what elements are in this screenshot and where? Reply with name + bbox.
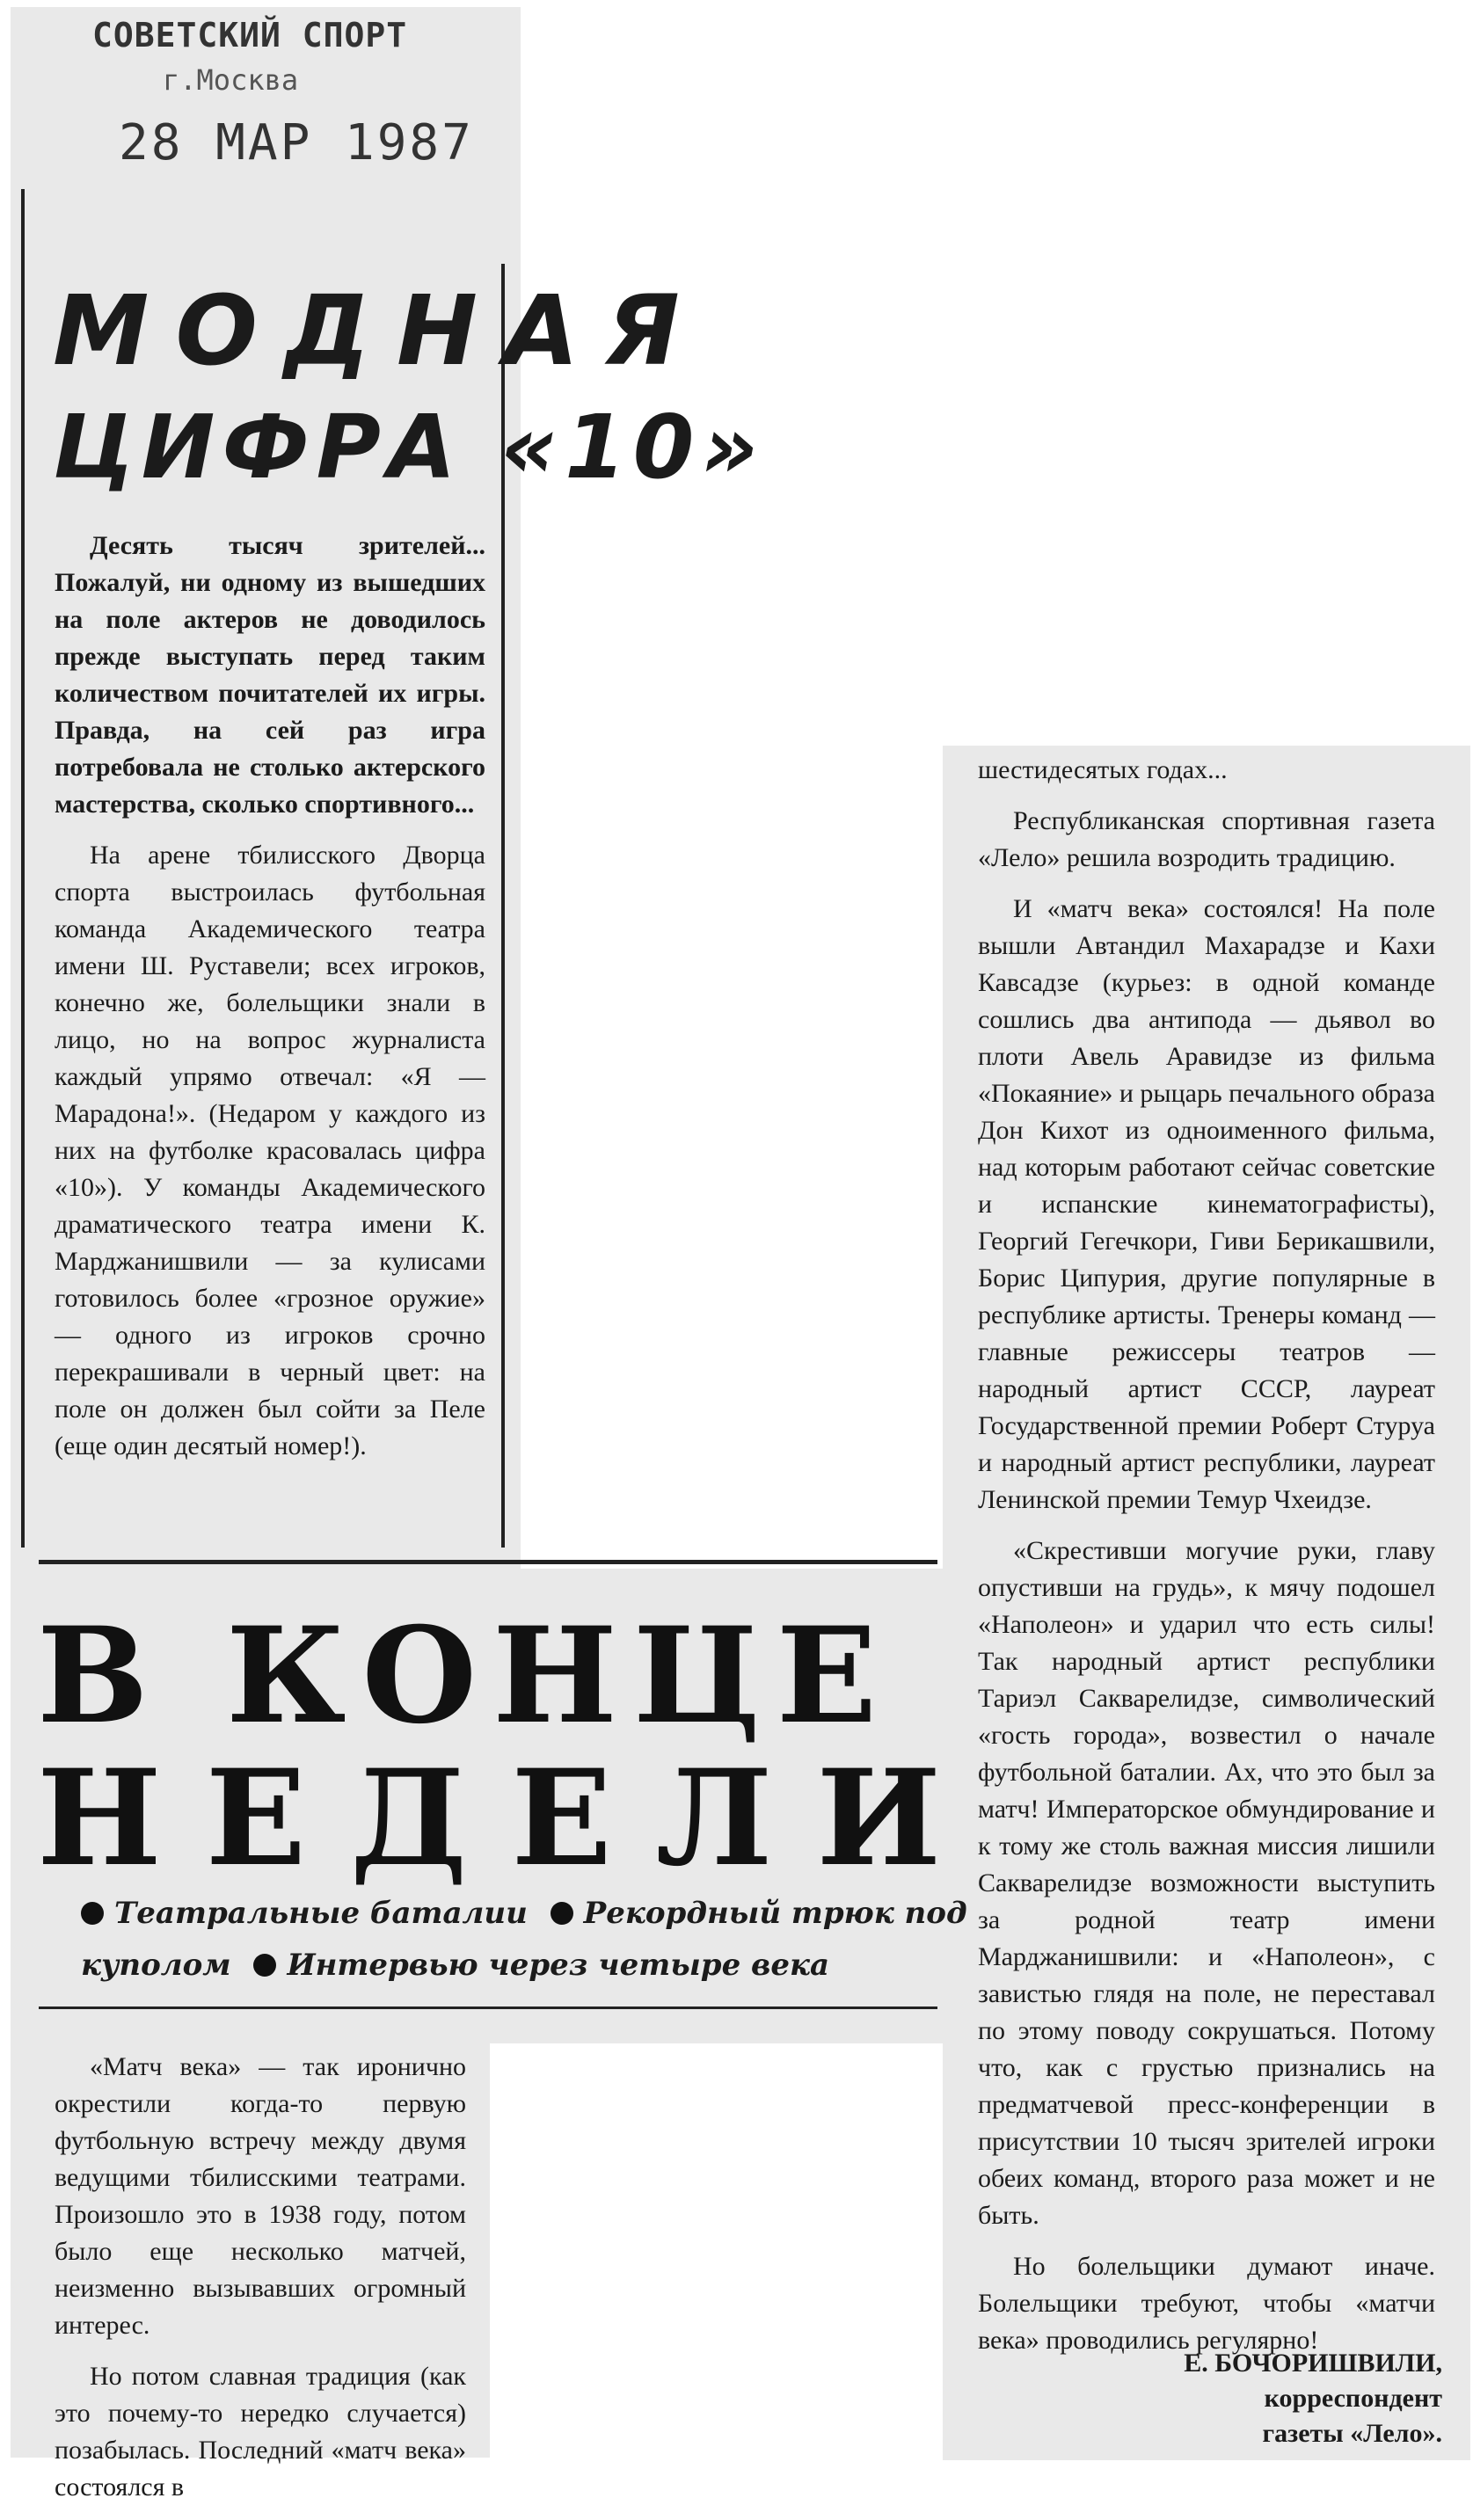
author-outlet: газеты «Лело».	[1262, 2419, 1442, 2448]
article-paragraph: И «матч века» состоялся! На поле вышли Автандил Махарадзе и Кахи Кавсадзе (курьез: в одной команде сошлись два антипода — дьявол во плоти Авель Аравидзе из фильма «Покаяние» и рыцарь печального образа Дон Кихот из одноименного фильма, над которым работают сейчас советские и испанские кинематографисты), Георгий Гегечкори, Гиви Берикашвили, Борис Ципурия, другие популярные в республике артисты. Тренеры команд — главные режиссеры театров — народный артист СССР, лауреат Государственной премии Роберт Стуруа и народный артист республики, лауреат Ленинской премии Темур Чхеидзе.	[978, 894, 1435, 1514]
author-signature	[1090, 2346, 1442, 2451]
article-paragraph: «Скрестивши могучие руки, главу опустивши на грудь», к мячу подошел «Наполеон» и ударил что есть силы! Так народный артист республики Тариэл Сакварелидзе, символический «гость города», возвестил о начале футбольной баталии. Ах, что это был за матч! Императорское обмундирование и к тому же столь важная миссия лишили Сакварелидзе возможности выступить за родной театр имени Марджанишвили: и «Наполеон», с завистью глядя на поле, не переставал по этому поводу сокрушаться. Потому что, как с грустью признались на предматчевой пресс-конференции в присутствии 10 тысяч зрителей игроки обеих команд, второго раза может и не быть.	[978, 1536, 1435, 2230]
article-headline-line-2: ЦИФРА «10»	[53, 396, 766, 499]
section-rule-top	[39, 1560, 937, 1564]
stamp-date: 28 МАР 1987	[119, 114, 474, 171]
section-title-line-2: НЕДЕЛИ	[37, 1741, 986, 1896]
article-headline-line-1: МОДНАЯ	[53, 274, 706, 387]
article-paragraph: шестидесятых годах...	[978, 755, 1228, 784]
article-lead: Десять тысяч зрителей... Пожалуй, ни одному из вышедших на поле актеров не доводилось прежде выступать перед таким количеством почитателей их игры. Правда, на сей раз игра потребовала не столько актерского мастерства, сколько спортивного...	[55, 531, 485, 819]
section-rule-bottom	[39, 2007, 937, 2009]
rubric-under-dome: куполом	[81, 1948, 231, 1983]
author-role: корреспондент	[1264, 2384, 1442, 2413]
rubric-line-2	[81, 1948, 829, 1983]
left-column-rule	[21, 189, 25, 1548]
article-paragraph: «Матч века» — так иронично окрестили когда-то первую футбольную встречу между двумя ведущими тбилисскими театрами. Произошло это в 1938 году, потом было еще несколько матчей, неизменно вызывавших огромный интерес.	[55, 2052, 466, 2340]
author-name: Е. БОЧОРИШВИЛИ,	[1184, 2349, 1442, 2378]
article-bottom-column	[55, 2049, 466, 2520]
bullet-icon	[253, 1954, 276, 1977]
rubric-interview: Интервью через четыре века	[287, 1948, 830, 1983]
section-title-line-1: В КОНЦЕ	[37, 1599, 893, 1753]
rubric-line-1	[81, 1896, 967, 1931]
article-paragraph: Но потом славная традиция (как это почему-то нередко случается) позабылась. Последний «матч века» состоялся в	[55, 2362, 466, 2502]
bullet-icon	[551, 1902, 573, 1925]
article-paragraph: Республиканская спортивная газета «Лело» решила возродить традицию.	[978, 806, 1435, 872]
article-left-column	[55, 528, 485, 1479]
article-paragraph: Но болельщики думают иначе. Болельщики требуют, чтобы «матчи века» проводились регулярно!	[978, 2252, 1435, 2355]
rubric-theatre-battles: Театральные баталии	[114, 1896, 528, 1931]
bullet-icon	[81, 1902, 104, 1925]
rubric-record-trick: Рекордный трюк под	[583, 1896, 967, 1931]
stamp-publication: СОВЕТСКИЙ СПОРТ	[92, 16, 408, 55]
stamp-city: г.Москва	[163, 63, 299, 97]
article-right-column	[978, 752, 1435, 2373]
article-body: На арене тбилисского Дворца спорта выстроилась футбольная команда Академического театра имени Ш. Руставели; всех игроков, конечно же, болельщики знали в лицо, но на вопрос журналиста каждый упрямо отвечал: «Я — Марадона!». (Недаром у каждого из них на футболке красовалась цифра «10»). У команды Академического драматического театра имени К. Марджанишвили — за кулисами готовилось более «грозное оружие» — одного из игроков срочно перекрашивали в черный цвет: на поле он должен был сойти за Пеле (еще один десятый номер!).	[55, 841, 485, 1460]
